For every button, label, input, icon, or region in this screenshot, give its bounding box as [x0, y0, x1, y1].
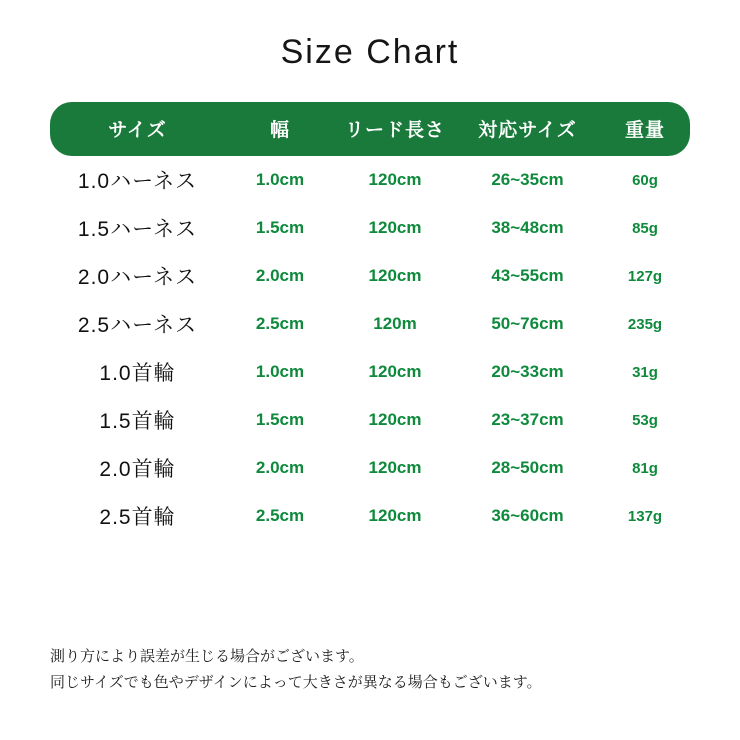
table-row	[50, 300, 690, 348]
cell-size: 1.0首輪	[99, 362, 176, 385]
column-header-lead-length: リード長さ	[335, 102, 455, 156]
cell-lead: 120cm	[368, 506, 422, 525]
cell-width: 1.0cm	[255, 362, 305, 381]
cell-fit: 43~55cm	[491, 266, 564, 285]
cell-weight: 60g	[632, 171, 658, 189]
cell-weight: 127g	[627, 267, 663, 285]
cell-weight: 85g	[632, 219, 658, 237]
column-header-fit-size: 対応サイズ	[455, 102, 600, 156]
note-line-2: 同じサイズでも色やデザインによって大きさが異なる場合もございます。	[50, 673, 542, 691]
disclaimer-notes	[50, 644, 542, 695]
cell-lead: 120cm	[368, 266, 422, 285]
cell-fit: 36~60cm	[491, 506, 564, 525]
cell-size: 1.5首輪	[99, 410, 176, 433]
cell-weight: 31g	[632, 363, 658, 381]
cell-weight: 81g	[632, 459, 658, 477]
table-row	[50, 156, 690, 204]
table-body	[50, 156, 690, 540]
column-header-weight: 重量	[600, 102, 690, 156]
table-row	[50, 204, 690, 252]
page-title: Size Chart	[280, 33, 460, 71]
size-chart-table	[50, 102, 690, 540]
cell-width: 2.0cm	[255, 266, 305, 285]
cell-weight: 137g	[627, 507, 663, 525]
cell-size: 1.5ハーネス	[77, 218, 198, 241]
size-chart-table-wrapper	[50, 102, 690, 540]
cell-size: 2.5首輪	[99, 506, 176, 529]
cell-size: 1.0ハーネス	[77, 170, 198, 193]
table-row	[50, 396, 690, 444]
note-line-1: 測り方により誤差が生じる場合がございます。	[50, 648, 364, 665]
cell-size: 2.0ハーネス	[77, 266, 198, 289]
cell-fit: 20~33cm	[491, 362, 564, 381]
cell-weight: 53g	[632, 411, 658, 429]
cell-fit: 23~37cm	[491, 410, 564, 429]
cell-width: 2.5cm	[255, 314, 305, 333]
table-header-row	[50, 102, 690, 156]
cell-fit: 28~50cm	[491, 458, 564, 477]
cell-width: 1.5cm	[255, 410, 305, 429]
cell-fit: 50~76cm	[491, 314, 564, 333]
column-header-width: 幅	[225, 102, 335, 156]
cell-width: 2.0cm	[255, 458, 305, 477]
table-row	[50, 348, 690, 396]
cell-lead: 120cm	[368, 410, 422, 429]
table-header	[50, 102, 690, 156]
cell-lead: 120cm	[368, 458, 422, 477]
cell-lead: 120cm	[368, 362, 422, 381]
table-row	[50, 444, 690, 492]
cell-fit: 38~48cm	[491, 218, 564, 237]
cell-size: 2.0首輪	[99, 458, 176, 481]
table-row	[50, 252, 690, 300]
cell-size: 2.5ハーネス	[77, 314, 198, 337]
cell-width: 1.0cm	[255, 170, 305, 189]
column-header-size: サイズ	[50, 102, 225, 156]
cell-lead: 120m	[373, 314, 417, 333]
cell-width: 1.5cm	[255, 218, 305, 237]
cell-width: 2.5cm	[255, 506, 305, 525]
cell-lead: 120cm	[368, 170, 422, 189]
cell-lead: 120cm	[368, 218, 422, 237]
cell-weight: 235g	[627, 315, 663, 333]
cell-fit: 26~35cm	[491, 170, 564, 189]
table-row	[50, 492, 690, 540]
